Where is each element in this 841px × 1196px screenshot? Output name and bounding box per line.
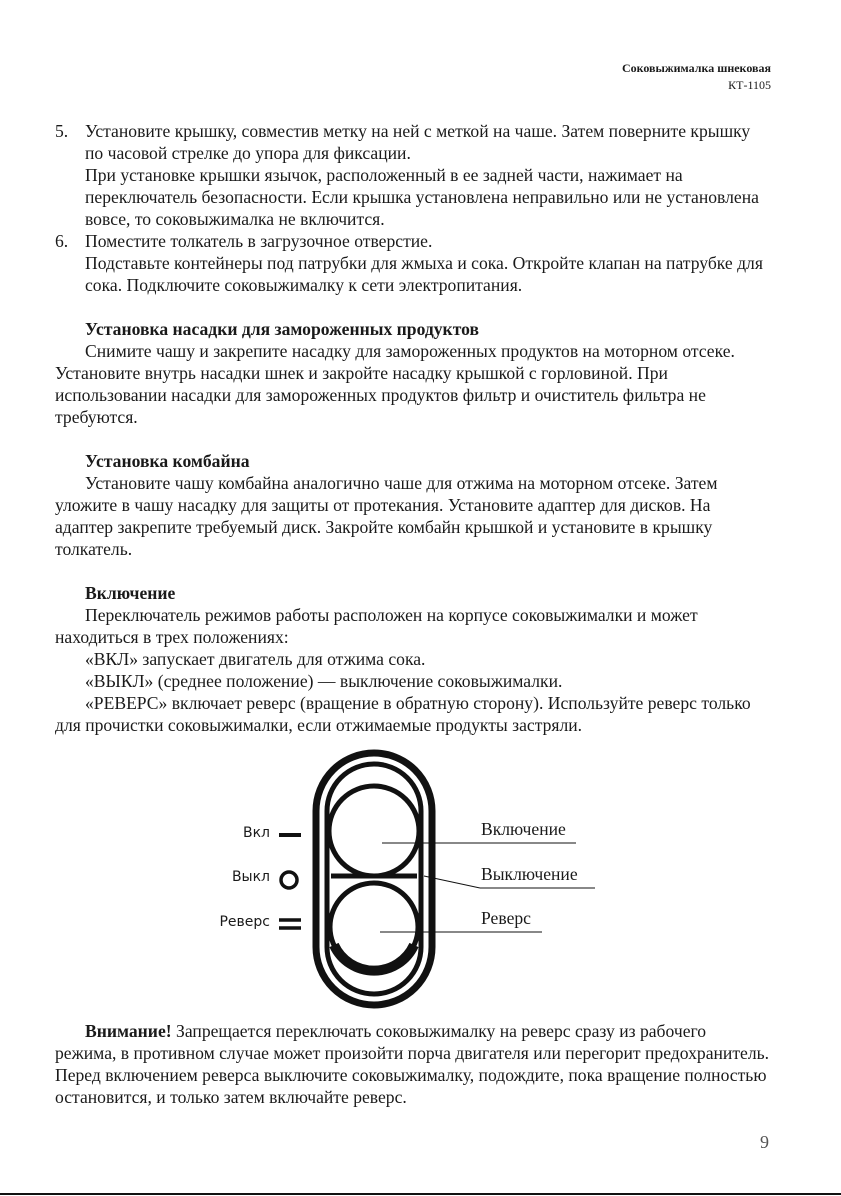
main-text bbox=[55, 120, 770, 736]
section-text-combine: Установите чашу комбайна аналогично чаше для отжима на моторном отсеке. Затем уложите в чашу насадку для защиты от протекания. Установите адаптер для дисков. На адаптер закрепите требуемый диск. Закройте комбайн крышкой и установите в крышку толкатель. bbox=[55, 473, 718, 559]
section-heading-combine: Установка комбайна bbox=[85, 451, 250, 471]
mode-reverse-text: «РЕВЕРС» включает реверс (вращение в обратную сторону). Используйте реверс только для прочистки соковыжималки, если отжимаемые продукты застряли. bbox=[55, 693, 751, 735]
section-heading-frozen: Установка насадки для замороженных продуктов bbox=[85, 319, 479, 339]
warning-text bbox=[55, 1020, 770, 1108]
step-number: 5. bbox=[55, 121, 69, 141]
caption-off: Выключение bbox=[481, 864, 578, 884]
warning-bold: Внимание! bbox=[85, 1021, 172, 1041]
switch-upper-circle bbox=[329, 786, 419, 876]
symbol-off-circle bbox=[281, 872, 297, 888]
switch-diagram bbox=[200, 745, 620, 1010]
step-line: Подставьте контейнеры под патрубки для жмыха и сока. Откройте клапан на патрубке для сока. Подключите соковыжималку к сети электропитания. bbox=[85, 253, 763, 295]
section-text-power: Переключатель режимов работы расположен на корпусе соковыжималки и может находиться в трех положениях: bbox=[55, 605, 698, 647]
label-reverse: Реверс bbox=[219, 914, 270, 930]
warning-body: Запрещается переключать соковыжималку на реверс сразу из рабочего режима, в противном случае может произойти порча двигателя или перегорит предохранитель. Перед включением реверса выключите соковыжималку, подождите, пока вращение полностью остановится, и только затем включайте реверс. bbox=[55, 1021, 770, 1107]
bottom-rule bbox=[0, 1193, 841, 1195]
warning-block bbox=[55, 1020, 770, 1108]
step-line: Поместите толкатель в загрузочное отверстие. bbox=[85, 231, 433, 251]
header-model: КТ-1105 bbox=[728, 78, 771, 92]
switch-lower-shadow bbox=[334, 945, 414, 971]
page-header bbox=[622, 60, 771, 94]
section-text-frozen: Снимите чашу и закрепите насадку для замороженных продуктов на моторном отсеке. Установите внутрь насадки шнек и закройте насадку крышкой с горловиной. При использовании насадки для замороженных продуктов фильтр и очиститель фильтра не требуются. bbox=[55, 341, 735, 427]
caption-reverse: Реверс bbox=[481, 908, 531, 928]
caption-on: Включение bbox=[481, 819, 566, 839]
mode-on-text: «ВКЛ» запускает двигатель для отжима сока. bbox=[85, 649, 426, 669]
step-5 bbox=[55, 120, 770, 230]
label-on: Вкл bbox=[242, 825, 270, 841]
step-line: Установите крышку, совместив метку на ней с меткой на чаше. Затем поверните крышку по часовой стрелке до упора для фиксации. bbox=[85, 121, 751, 163]
section-heading-power: Включение bbox=[85, 583, 176, 603]
step-number: 6. bbox=[55, 231, 69, 251]
step-6 bbox=[55, 230, 770, 296]
step-line: При установке крышки язычок, расположенный в ее задней части, нажимает на переключатель безопасности. Если крышка установлена неправильно или не установлена вовсе, то соковыжималка не включится. bbox=[85, 165, 759, 229]
page-number: 9 bbox=[760, 1132, 769, 1152]
label-off: Выкл bbox=[231, 869, 270, 885]
header-product: Соковыжималка шнековая bbox=[621, 61, 771, 75]
mode-off-text: «ВЫКЛ» (среднее положение) — выключение соковыжималки. bbox=[85, 671, 563, 691]
